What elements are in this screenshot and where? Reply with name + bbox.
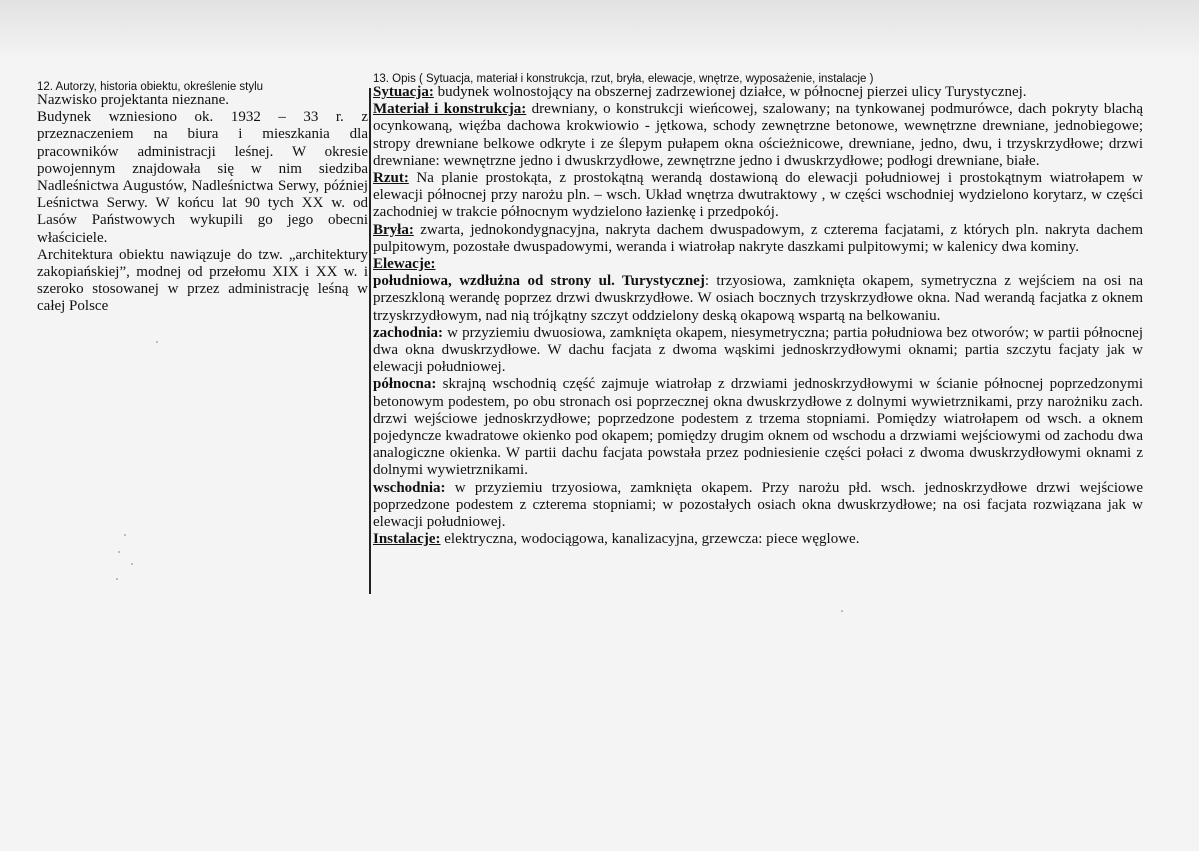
scan-speck <box>156 341 158 343</box>
scan-speck <box>131 563 133 565</box>
scan-speck <box>124 534 126 536</box>
situation-text: budynek wolnostojący na obszernej zadrzewionej działce, w północnej pierzei ulicy Turystycznej. <box>433 84 1027 100</box>
west-elevation-label: zachodnia: <box>373 324 444 341</box>
designer-paragraph: Nazwisko projektanta nieznane. <box>37 92 230 108</box>
scan-speck <box>841 610 843 612</box>
south-elevation-paragraph <box>373 273 1143 325</box>
scan-shadow <box>0 0 1199 60</box>
installations-paragraph <box>373 531 1143 548</box>
plan-text: Na planie prostokąta, z prostokątną werandą dostawioną do elewacji południowej i prostokątnym wiatrołapem w elewacji północnej przy narożu pln. – wsch. Układ wnętrza dwutraktowy , w części wschodniej wydzielono korytarz, w części zachodniej w trakcie północnym wydzielono łazienkę i przedpokój. <box>373 170 1143 221</box>
west-elevation-paragraph <box>373 325 1143 377</box>
history-paragraph: Budynek wzniesiono ok. 1932 – 33 r. z przeznaczeniem na biura i mieszkania dla pracowników administracji leśnej. W okresie powojennym znajdowała się w nim siedziba Nadleśnictwa Augustów, Nadleśnictwa Serwy, później Leśnictwa Serwy. W końcu lat 90 tych XX w. od Lasów Państwowych wykupili go jego obecni właściciele. <box>37 109 368 246</box>
material-label: Materiał i konstrukcja: <box>373 101 527 118</box>
material-text: drewniany, o konstrukcji wieńcowej, szalowany; na tynkowanej podmurówce, dach pokryty blachą ocynkowaną, więźba dachowa krokwiowio - jętkowa, schody zewnętrzne betonowe, wewnętrzne drewniane, jednobiegowe; stropy drewniane belkowe odkryte i ze ślepym pułapem okna ościeżnicowe, drewniane, jedno, dwu, i trzyskrzydłowe; drzwi drewniane: wewnętrzne jedno i dwuskrzydłowe, zewnętrzne jedno i dwuskrzydłowe; podłogi drewniane, białe. <box>373 101 1143 169</box>
history-column <box>37 92 368 332</box>
style-paragraph: Architektura obiektu nawiązuje do tzw. „architektury zakopiańskiej”, modnej od przełomu XIX i XX w. i szeroko stosowanej w przez administrację leśną w całej Polsce <box>37 246 368 315</box>
section-12-header: 12. Autorzy, historia obiektu, określenie stylu <box>37 81 264 93</box>
south-elevation-text: : trzyosiowa, zamknięta okapem, symetryczna z wejściem na osi na przeszkloną werandę poprzez drzwi dwuskrzydłowe. W osiach bocznych trzyskrzydłowe okna. Nad werandą facjatka z oknem trzyskrzydłowym, nad nią trójkątny szczyt oddzielony deską okapową wspartą na belkowaniu. <box>373 273 1143 324</box>
massing-paragraph <box>373 222 1143 256</box>
east-elevation-label: wschodnia: <box>373 479 446 496</box>
plan-label: Rzut: <box>373 170 409 187</box>
scan-speck <box>116 578 118 580</box>
elevations-label: Elewacje: <box>373 256 436 273</box>
column-divider <box>369 88 371 594</box>
west-elevation-text: w przyziemiu dwuosiowa, zamknięta okapem, niesymetryczna; partia południowa bez otworów; w partii północnej dwa okna dwuskrzydłowe. W dachu facjata z dwoma wąskimi jednoskrzydłowymi oknami; partia szczytu facjaty jak w elewacji południowej. <box>373 324 1143 376</box>
south-elevation-label: południowa, wzdłużna od strony ul. Turystycznej <box>373 273 705 290</box>
situation-paragraph <box>373 84 1143 101</box>
north-elevation-label: północna: <box>373 376 437 393</box>
scan-speck <box>118 551 120 553</box>
installations-label: Instalacje: <box>373 531 441 548</box>
material-paragraph <box>373 101 1143 170</box>
north-elevation-paragraph <box>373 376 1143 479</box>
section-13-header: 13. Opis ( Sytuacja, materiał i konstrukcja, rzut, bryła, elewacje, wnętrze, wyposażenie, instalacje ) <box>373 73 874 85</box>
situation-label: Sytuacja: <box>373 84 434 100</box>
massing-text: zwarta, jednokondygnacyjna, nakryta dachem dwuspadowym, z czterema facjatami, z których pln. nakryta dachem pulpitowym, pozostałe dwuspadowymi, weranda i wiatrołap nakryte daszkami pulpitowymi; w kalenicy dwa kominy. <box>373 221 1143 255</box>
description-column <box>373 84 1143 604</box>
plan-paragraph <box>373 170 1143 222</box>
elevations-heading-paragraph <box>373 256 1143 273</box>
east-elevation-paragraph <box>373 480 1143 532</box>
north-elevation-text: skrajną wschodnią część zajmuje wiatrołap z drzwiami jednoskrzydłowymi w ścianie północnej poprzedzonymi betonowym podestem, po obu stronach osi poprzecznej okna dwuskrzydłowe z dolnymi wywietrznikami, przy narożniku zach. drzwi wejściowe jednoskrzydłowe; poprzedzone podestem z trzema stopniami. Pomiędzy wiatrołapem od wsch. a oknem pojedyncze kwadratowe okienko pod okapem; pomiędzy drugim oknem od wschodu a drzwiami wejściowymi od zachodu dwa analogiczne okienka. W partii dachu facjata powstała przez podniesienie części połaci z dwoma dwuskrzydłowymi oknami z dolnymi wywietrznikami. <box>373 376 1143 479</box>
installations-text: elektryczna, wodociągowa, kanalizacyjna, grzewcza: piece węglowe. <box>440 531 860 548</box>
east-elevation-text: w przyziemiu trzyosiowa, zamknięta okapem. Przy narożu płd. wsch. jednoskrzydłowe drzwi wejściowe poprzedzone podestem z czterema stopniami; w pozostałych osiach okna dwuskrzydłowe; na osi facjata rozwiązana jak w elewacji południowej. <box>373 479 1143 531</box>
massing-label: Bryła: <box>373 221 414 238</box>
